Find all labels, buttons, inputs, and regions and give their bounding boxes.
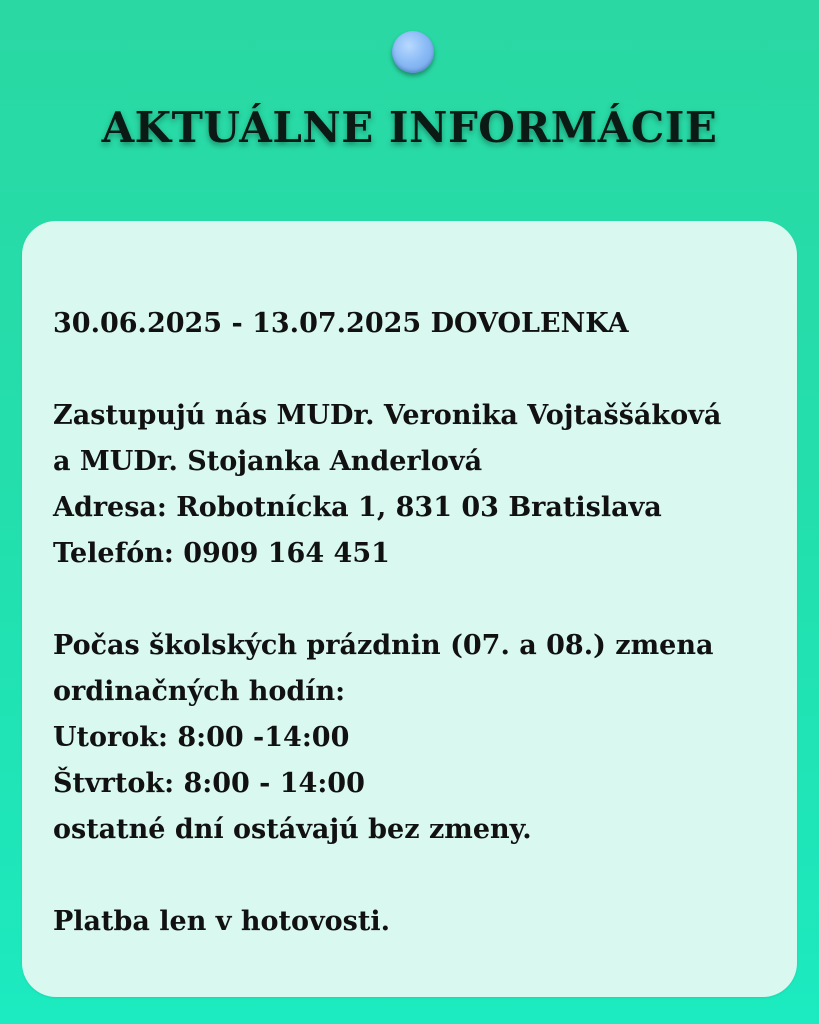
spacer [53, 347, 773, 393]
holiday-hours-line-2: ordinačných hodín: [53, 676, 346, 707]
vacation-notice: 30.06.2025 - 13.07.2025 DOVOLENKA [53, 308, 629, 339]
payment-note: Platba len v hotovosti. [53, 906, 390, 937]
thursday-hours: Štvrtok: 8:00 - 14:00 [53, 768, 365, 799]
notice-card [22, 221, 797, 997]
substitute-doctor-line-2: a MUDr. Stojanka Anderlová [53, 446, 483, 477]
other-days-note: ostatné dní ostávajú bez zmeny. [53, 814, 532, 845]
holiday-hours-line-1: Počas školských prázdnin (07. a 08.) zmena [53, 630, 714, 661]
substitute-doctor-line-1: Zastupujú nás MUDr. Veronika Vojtaššáková [53, 400, 722, 431]
substitute-address: Adresa: Robotnícka 1, 831 03 Bratislava [53, 492, 662, 523]
spacer [53, 577, 773, 623]
tuesday-hours: Utorok: 8:00 -14:00 [53, 722, 350, 753]
page-title: AKTUÁLNE INFORMÁCIE [101, 103, 718, 152]
spacer [53, 853, 773, 899]
substitute-phone: Telefón: 0909 164 451 [53, 538, 390, 569]
pin-icon [392, 31, 434, 73]
notice-content [53, 301, 773, 945]
